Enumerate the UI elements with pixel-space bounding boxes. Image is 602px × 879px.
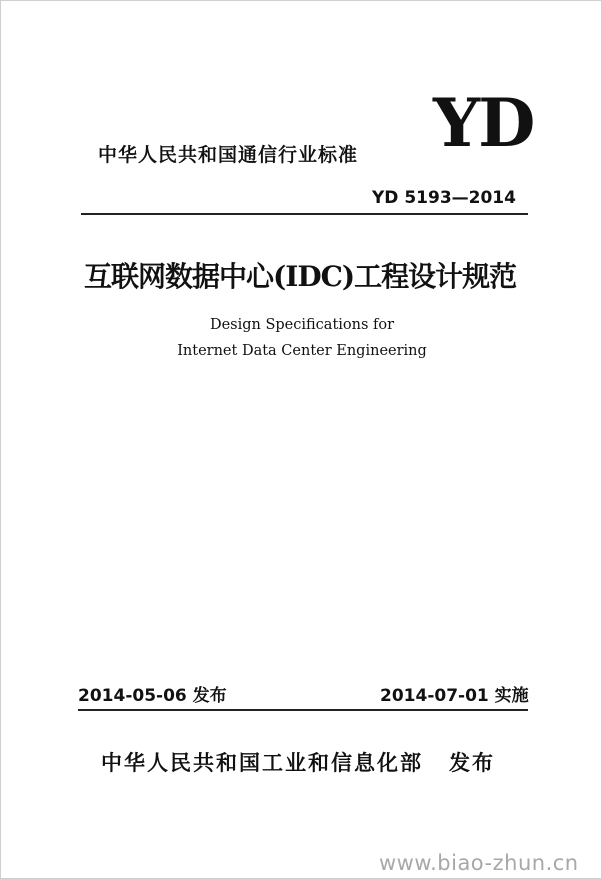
title-english-line2: Internet Data Center Engineering (177, 343, 427, 359)
site-watermark: www.biao-zhun.cn (379, 851, 579, 875)
header-divider (81, 213, 528, 215)
yd-logo: YD (433, 84, 534, 162)
publish-label: 发布 (449, 751, 495, 775)
title-chinese: 互联网数据中心(IDC)工程设计规范 (84, 260, 517, 293)
implementation-date: 2014-07-01 实施 (380, 686, 529, 706)
title-english-line1: Design Specifications for (209, 317, 395, 333)
issue-date: 2014-05-06 发布 (78, 686, 227, 706)
footer-divider (78, 709, 528, 711)
standard-number: YD 5193—2014 (372, 188, 516, 208)
publisher-line (101, 747, 495, 777)
publisher-name: 中华人民共和国工业和信息化部 (101, 751, 423, 775)
issuing-standard-category: 中华人民共和国通信行业标准 (98, 144, 359, 166)
